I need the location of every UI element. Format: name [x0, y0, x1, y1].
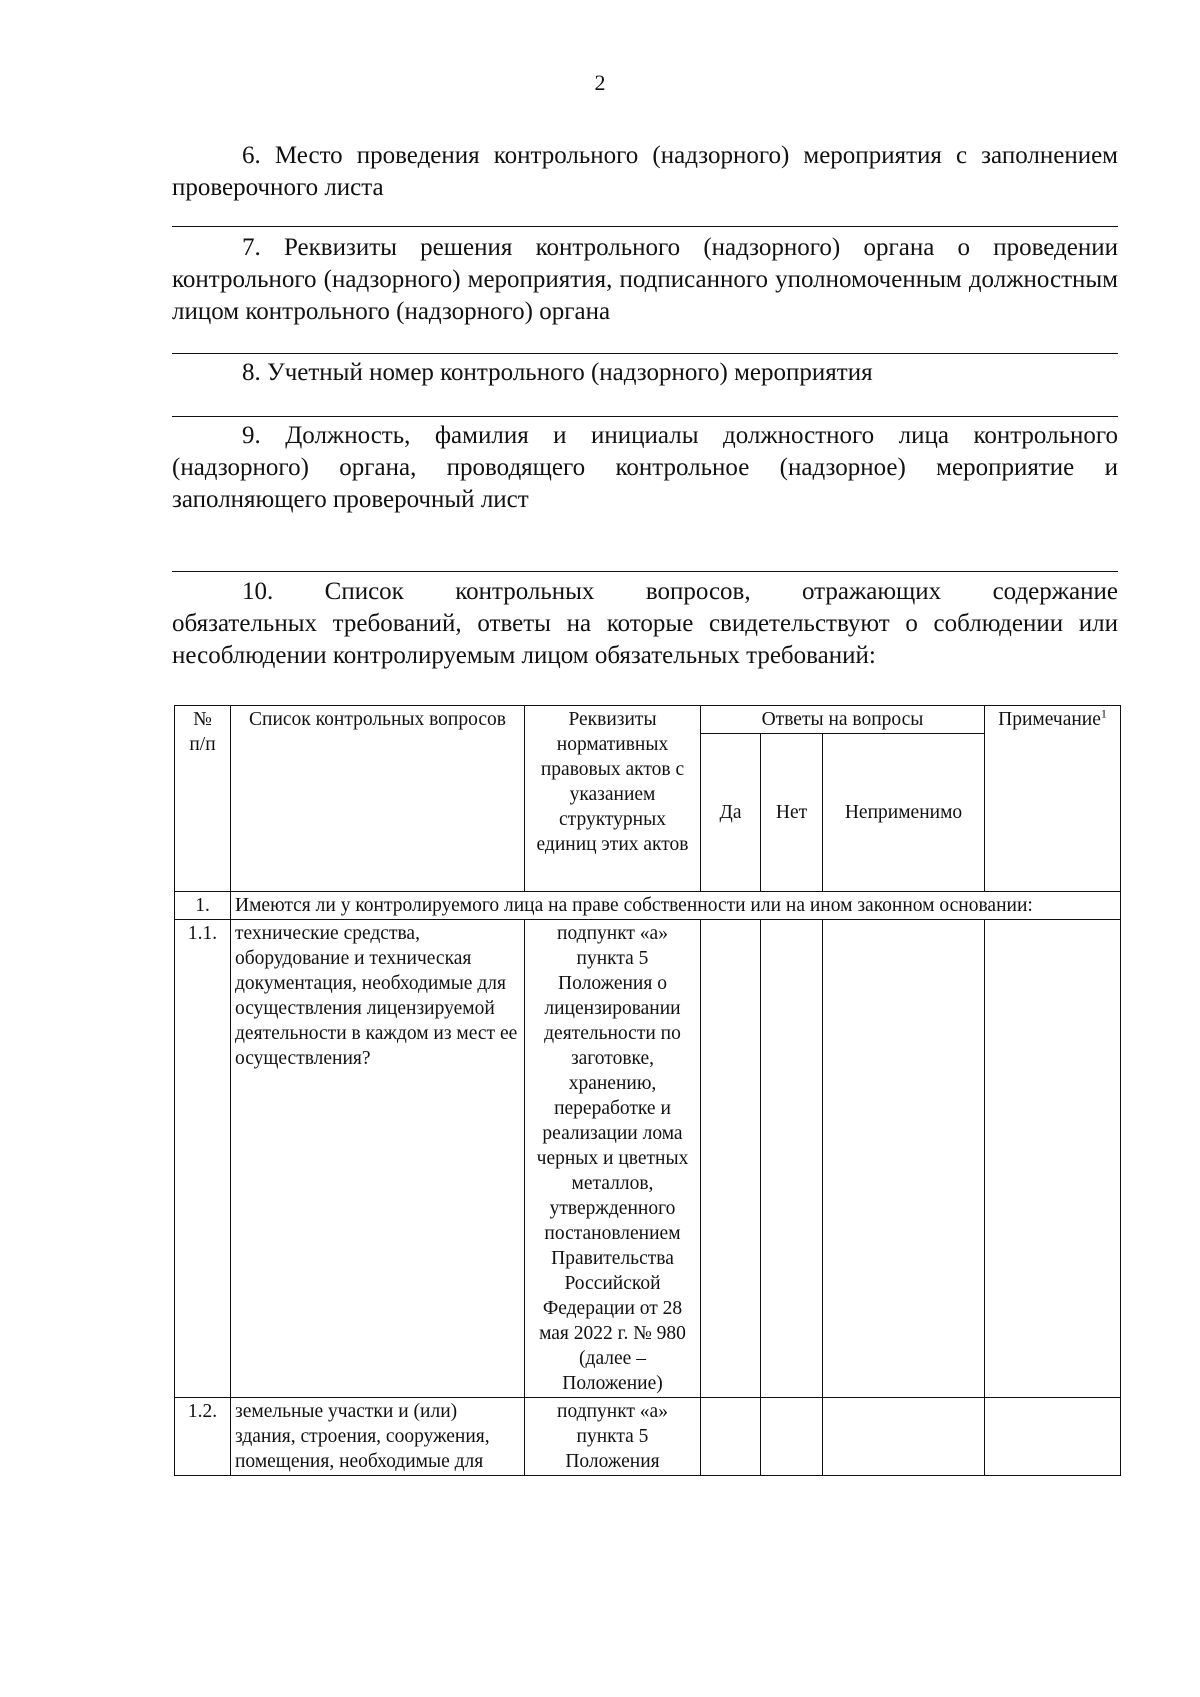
header-yes: Да [701, 734, 761, 892]
header-num: № п/п [175, 706, 231, 892]
fill-line-7 [172, 353, 1118, 354]
table-row [175, 920, 1121, 1398]
note-cell[interactable] [985, 920, 1121, 1398]
header-answers: Ответы на вопросы [701, 706, 985, 734]
row-num: 1. [175, 892, 231, 920]
item-10-line-rest: обязательных требований, ответы на которые свидетельствуют о соблюдении или несоблюдении контролируемым лицом обязательных требований: [172, 610, 1118, 669]
checklist-table [174, 705, 1121, 1476]
row-question: земельные участки и (или) здания, строения, сооружения, помещения, необходимые для [231, 1398, 525, 1476]
note-cell[interactable] [985, 1398, 1121, 1476]
answer-yes-cell[interactable] [701, 920, 761, 1398]
answer-na-cell[interactable] [823, 920, 985, 1398]
answer-na-cell[interactable] [823, 1398, 985, 1476]
header-note-label: Примечание [998, 709, 1101, 730]
fill-line-6 [172, 226, 1118, 227]
header-questions: Список контрольных вопросов [231, 706, 525, 892]
fill-line-9 [172, 571, 1118, 572]
row-requisites: подпункт «а» пункта 5 Положения о лицензировании деятельности по заготовке, хранению, переработке и реализации лома черных и цветных металлов, утвержденного постановлением Правительства Российской Федерации от 28 мая 2022 г. № 980 (далее – Положение) [525, 920, 701, 1398]
table-row [175, 892, 1121, 920]
row-num: 1.2. [175, 1398, 231, 1476]
item-9-text: 9. Должность, фамилия и инициалы должностного лица контрольного (надзорного) органа, проводящего контрольное (надзорное) мероприятие и заполняющего проверочный лист [172, 422, 1118, 513]
item-10-line-1: 10. Список контрольных вопросов, отражающих содержание [242, 578, 1118, 605]
item-8-text: 8. Учетный номер контрольного (надзорного) мероприятия [242, 359, 873, 386]
answer-yes-cell[interactable] [701, 1398, 761, 1476]
header-note [985, 706, 1121, 892]
row-requisites: подпункт «а» пункта 5 Положения [525, 1398, 701, 1476]
answer-no-cell[interactable] [761, 1398, 823, 1476]
page-number: 2 [594, 70, 606, 95]
header-note-footnote: 1 [1100, 706, 1107, 721]
header-requisites: Реквизиты нормативных правовых актов с указанием структурных единиц этих актов [525, 706, 701, 892]
fill-line-8 [172, 416, 1118, 417]
row-question: Имеются ли у контролируемого лица на праве собственности или на ином законном основании: [231, 892, 1121, 920]
item-10-text [172, 576, 1118, 672]
header-not-applicable: Неприменимо [823, 734, 985, 892]
answer-no-cell[interactable] [761, 920, 823, 1398]
row-question: технические средства, оборудование и техническая документация, необходимые для осуществления лицензируемой деятельности в каждом из мест ее осуществления? [231, 920, 525, 1398]
row-num: 1.1. [175, 920, 231, 1398]
table-row [175, 1398, 1121, 1476]
item-6-text: 6. Место проведения контрольного (надзорного) мероприятия с заполнением проверочного листа [172, 142, 1118, 201]
table-header-row [175, 706, 1121, 734]
header-no: Нет [761, 734, 823, 892]
item-7-text: 7. Реквизиты решения контрольного (надзорного) органа о проведении контрольного (надзорного) мероприятия, подписанного уполномоченным должностным лицом контрольного (надзорного) органа [172, 234, 1118, 325]
